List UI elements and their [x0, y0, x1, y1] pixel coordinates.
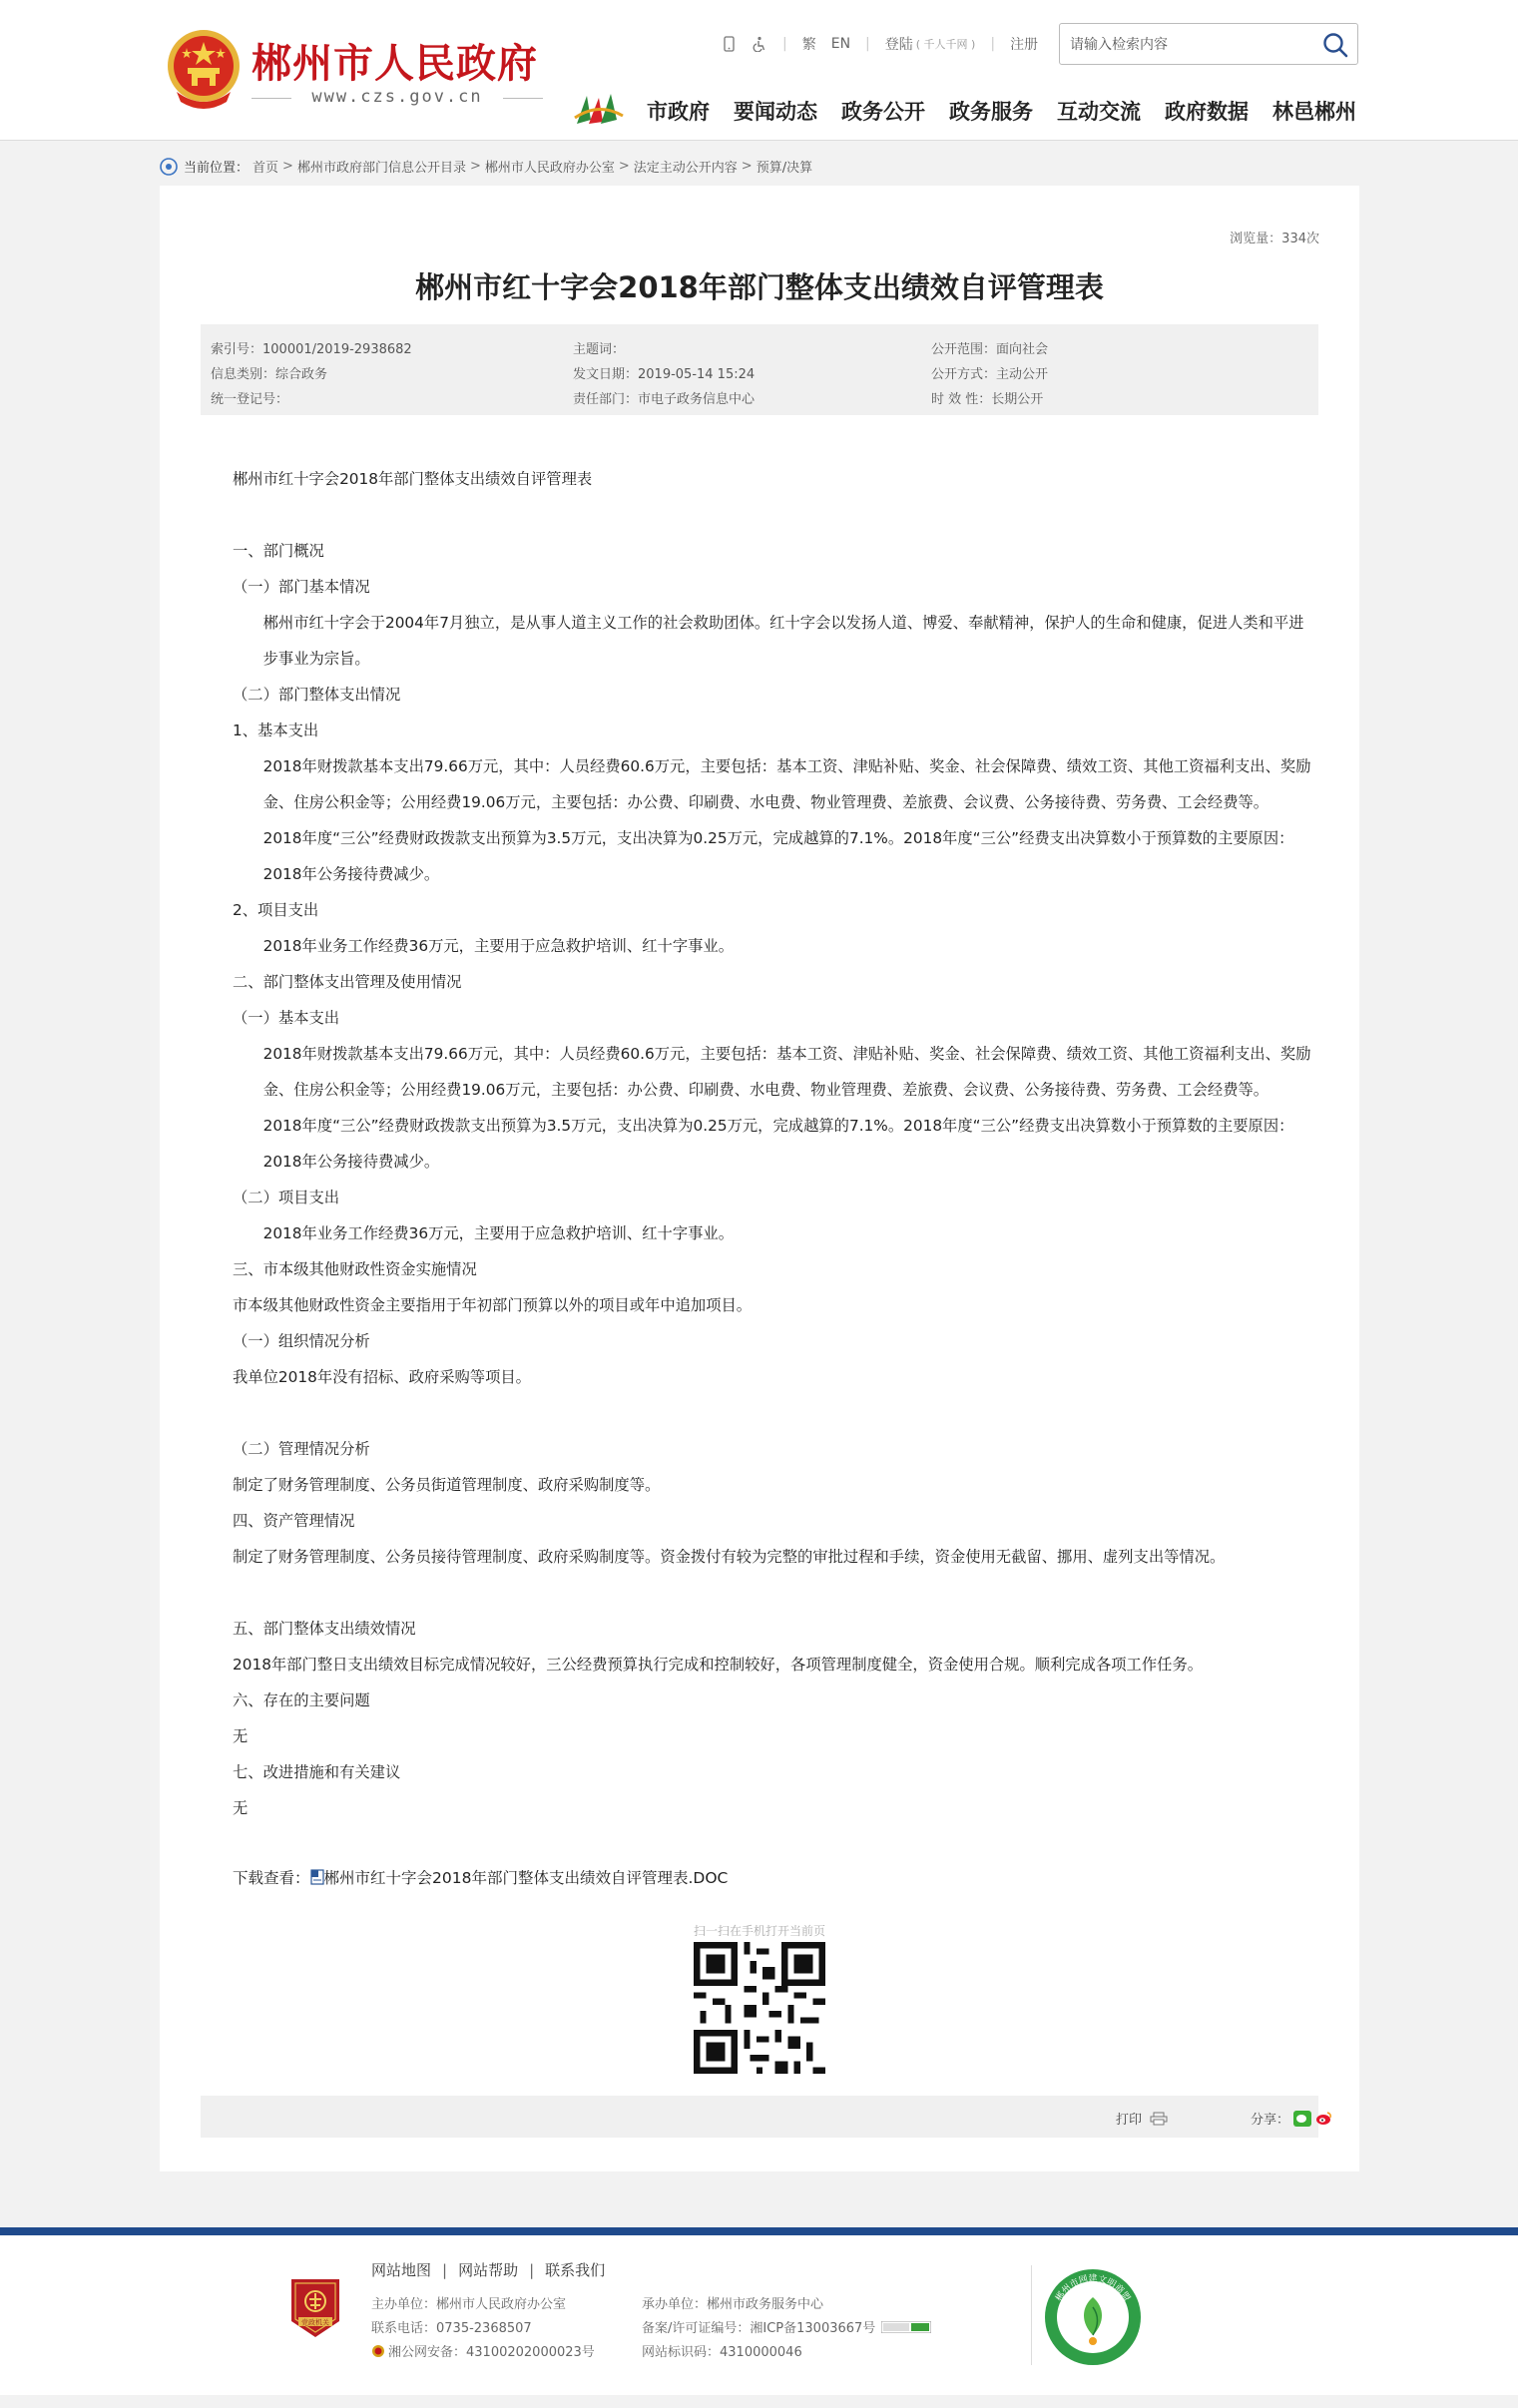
footer-sitemap-link[interactable]: 网站地图	[371, 2261, 432, 2279]
party-gov-badge-icon[interactable]	[289, 2275, 341, 2339]
footer-icp-row	[642, 2317, 931, 2336]
police-badge-icon	[371, 2344, 385, 2358]
login-link[interactable]	[885, 34, 976, 54]
location-pin-icon	[160, 158, 178, 176]
body-paragraph: 市本级其他财政性资金主要指用于年初部门预算以外的项目或年中追加项目。	[233, 1296, 753, 1314]
site-domain: www.czs.gov.cn	[252, 87, 543, 107]
section-heading: 七、改进措施和有关建议	[233, 1763, 401, 1781]
breadcrumb-budget[interactable]: 预算/决算	[756, 161, 813, 176]
footer-topline	[0, 2227, 1518, 2235]
accessibility-icon[interactable]	[752, 36, 767, 52]
meta-issue-date: 发文日期：2019-05-14 15:24	[573, 367, 756, 382]
subsection-heading: 1、基本支出	[233, 722, 319, 739]
meta-dept: 责任部门：市电子政务信息中心	[573, 392, 756, 407]
national-emblem-icon[interactable]	[165, 26, 243, 112]
meta-validity: 时 效 性：长期公开	[931, 392, 1044, 407]
body-paragraph: 制定了财务管理制度、公务员街道管理制度、政府采购制度等。	[233, 1476, 661, 1494]
cnzz-stats-icon[interactable]	[881, 2321, 931, 2333]
login-label: 登陆	[884, 37, 913, 53]
body-paragraph: 2018年部门整日支出绩效目标完成情况较好，三公经费预算执行完成和控制较好，各项管理制度健全，资金使用合规。顺利完成各项工作任务。	[233, 1656, 1204, 1674]
search-box	[1059, 23, 1358, 65]
body-paragraph: 无	[233, 1799, 249, 1817]
footer-phone: 联系电话：0735-2368507	[371, 2321, 532, 2336]
body-paragraph: 2018年度“三公”经费财政拨款支出预算为3.5万元，支出决算为0.25万元，完成越算的7.1%。2018年度“三公”经费支出决算数小于预算数的主要原因：2018年公务接待费减少。	[262, 829, 1294, 883]
footer-police-row	[371, 2341, 595, 2360]
nav-item-interaction[interactable]: 互动交流	[1057, 100, 1141, 124]
nav-item-data[interactable]: 政府数据	[1165, 100, 1249, 124]
search-icon[interactable]	[1321, 31, 1349, 59]
article-title: 郴州市红十字会2018年部门整体支出绩效自评管理表	[415, 270, 1104, 304]
meta-method: 公开方式：主动公开	[931, 367, 1049, 382]
body-paragraph: 2018年财拨款基本支出79.66万元，其中：人员经费60.6万元，主要包括：基本工资、津贴补贴、奖金、社会保障费、绩效工资、其他工资福利支出、奖励金、住房公积金等；公用经费19.06万元，主要包括：办公费、印刷费、水电费、物业管理费、差旅费、会议费、公务接待费、劳务费、工会经费等。	[262, 757, 1311, 811]
printer-icon	[1150, 2112, 1168, 2126]
subsection-heading: （一）组织情况分析	[233, 1332, 370, 1350]
footer-sponsor: 主办单位：郴州市人民政府办公室	[371, 2297, 567, 2312]
section-heading: 三、市本级其他财政性资金实施情况	[233, 1260, 477, 1278]
footer-help-link[interactable]: 网站帮助	[458, 2261, 519, 2279]
site-footer	[0, 2235, 1518, 2395]
subsection-heading: （一）部门基本情况	[233, 578, 370, 596]
breadcrumb-label: 当前位置：	[184, 161, 250, 176]
qr-code-icon	[694, 1942, 825, 2074]
wechat-icon[interactable]	[1293, 2111, 1311, 2127]
top-toolbar: | 繁 EN | 登陆 ( 千人千网 ) | 注册	[721, 34, 1053, 54]
share-label: 分享：	[1251, 2113, 1290, 2128]
footer-police[interactable]: 湘公网安备：43100202000023号	[388, 2345, 595, 2360]
subsection-heading: （二）管理情况分析	[233, 1440, 370, 1458]
body-paragraph: 2018年度“三公”经费财政拨款支出预算为3.5万元，支出决算为0.25万元，完成越算的7.1%。2018年度“三公”经费支出决算数小于预算数的主要原因：2018年公务接待费减少。	[262, 1117, 1294, 1171]
subsection-heading: （一）基本支出	[233, 1009, 340, 1027]
seal-text: 郴州市网建文明商盟	[1054, 2274, 1132, 2304]
meta-category: 信息类别：综合政务	[211, 367, 328, 382]
register-link[interactable]: 注册	[1010, 37, 1039, 53]
login-sub: ( 千人千网 )	[915, 38, 976, 51]
nav-item-gov-affairs[interactable]: 政务公开	[841, 100, 925, 124]
article-toolbar	[201, 2096, 1318, 2138]
civilization-seal-icon[interactable]	[1043, 2267, 1143, 2367]
section-heading: 一、部门概况	[233, 542, 324, 560]
nav-item-linyi[interactable]: 林邑郴州	[1272, 100, 1356, 124]
weibo-icon[interactable]	[1314, 2111, 1332, 2127]
body-paragraph: 郴州市红十字会于2004年7月独立，是从事人道主义工作的社会救助团体。红十字会以发扬人道、博爱、奉献精神，保护人的生命和健康，促进人类和平进步事业为宗旨。	[262, 614, 1304, 668]
main-nav	[647, 96, 1356, 126]
print-label: 打印	[1116, 2113, 1143, 2128]
section-heading: 五、部门整体支出绩效情况	[233, 1620, 416, 1638]
breadcrumb	[160, 157, 812, 176]
footer-links: 网站地图 | 网站帮助 | 联系我们	[371, 2261, 606, 2279]
city-logo-icon	[573, 90, 625, 128]
nav-item-city-gov[interactable]: 市政府	[647, 100, 710, 124]
article-body	[233, 461, 1317, 1826]
footer-contact-link[interactable]: 联系我们	[545, 2261, 606, 2279]
section-heading: 二、部门整体支出管理及使用情况	[233, 973, 462, 991]
chevron-right-icon: >	[469, 159, 481, 174]
meta-index-no: 索引号：100001/2019-2938682	[211, 342, 412, 357]
search-input[interactable]	[1070, 34, 1299, 56]
footer-site-code: 网站标识码：4310000046	[642, 2345, 802, 2360]
print-button[interactable]	[1116, 2109, 1168, 2128]
breadcrumb-directory[interactable]: 郴州市政府部门信息公开目录	[296, 161, 466, 176]
nav-item-services[interactable]: 政务服务	[949, 100, 1033, 124]
meta-unified-no: 统一登记号：	[211, 392, 289, 407]
body-paragraph: 2018年财拨款基本支出79.66万元，其中：人员经费60.6万元，主要包括：基本工资、津贴补贴、奖金、社会保障费、绩效工资、其他工资福利支出、奖励金、住房公积金等；公用经费19.06万元，主要包括：办公费、印刷费、水电费、物业管理费、差旅费、会议费、公务接待费、劳务费、工会经费等。	[262, 1045, 1311, 1099]
body-paragraph: 无	[233, 1727, 249, 1745]
footer-icp[interactable]: 备案/许可证编号：湘ICP备13003667号	[642, 2321, 876, 2336]
chevron-right-icon: >	[741, 159, 753, 174]
share-group	[1251, 2109, 1332, 2128]
nav-item-news[interactable]: 要闻动态	[734, 100, 817, 124]
breadcrumb-home[interactable]: 首页	[253, 161, 279, 176]
english-link[interactable]: EN	[830, 36, 851, 52]
subsection-heading: （二）部门整体支出情况	[233, 686, 401, 704]
download-file-link[interactable]: 郴州市红十字会2018年部门整体支出绩效自评管理表.DOC	[323, 1869, 729, 1887]
body-paragraph: 制定了财务管理制度、公务员接待管理制度、政府采购制度等。资金拨付有较为完整的审批过程和手续，资金使用无截留、挪用、虚列支出等情况。	[233, 1548, 1226, 1566]
chevron-right-icon: >	[282, 159, 293, 174]
download-row	[233, 1866, 728, 1888]
word-doc-icon	[310, 1869, 324, 1885]
breadcrumb-statutory[interactable]: 法定主动公开内容	[633, 161, 738, 176]
meta-scope: 公开范围：面向社会	[931, 342, 1049, 357]
body-paragraph: 2018年业务工作经费36万元，主要用于应急救护培训、红十字事业。	[262, 1224, 735, 1242]
footer-organizer: 承办单位：郴州市政务服务中心	[642, 2297, 824, 2312]
site-header	[0, 0, 1518, 141]
meta-subject: 主题词：	[573, 342, 626, 357]
view-count: 浏览量：334次	[1230, 232, 1319, 246]
body-paragraph: 郴州市红十字会2018年部门整体支出绩效自评管理表	[233, 470, 593, 488]
chevron-right-icon: >	[618, 159, 630, 174]
body-paragraph: 我单位2018年没有招标、政府采购等项目。	[233, 1368, 531, 1386]
subsection-heading: 2、项目支出	[233, 901, 319, 919]
qr-caption: 扫一扫在手机打开当前页	[693, 1924, 825, 1938]
traditional-chinese-link[interactable]: 繁	[801, 37, 816, 53]
footer-divider	[1031, 2265, 1032, 2365]
article-panel	[160, 186, 1359, 2171]
mobile-icon[interactable]	[721, 36, 737, 52]
article-meta	[201, 324, 1318, 415]
subsection-heading: （二）项目支出	[233, 1189, 340, 1206]
section-heading: 四、资产管理情况	[233, 1512, 355, 1530]
section-heading: 六、存在的主要问题	[233, 1691, 370, 1709]
site-title[interactable]: 郴州市人民政府	[252, 41, 538, 87]
body-paragraph: 2018年业务工作经费36万元，主要用于应急救护培训、红十字事业。	[262, 937, 735, 955]
badge-text: 党政机关	[301, 2318, 329, 2327]
download-label: 下载查看：	[233, 1869, 310, 1887]
breadcrumb-office[interactable]: 郴州市人民政府办公室	[484, 161, 615, 176]
